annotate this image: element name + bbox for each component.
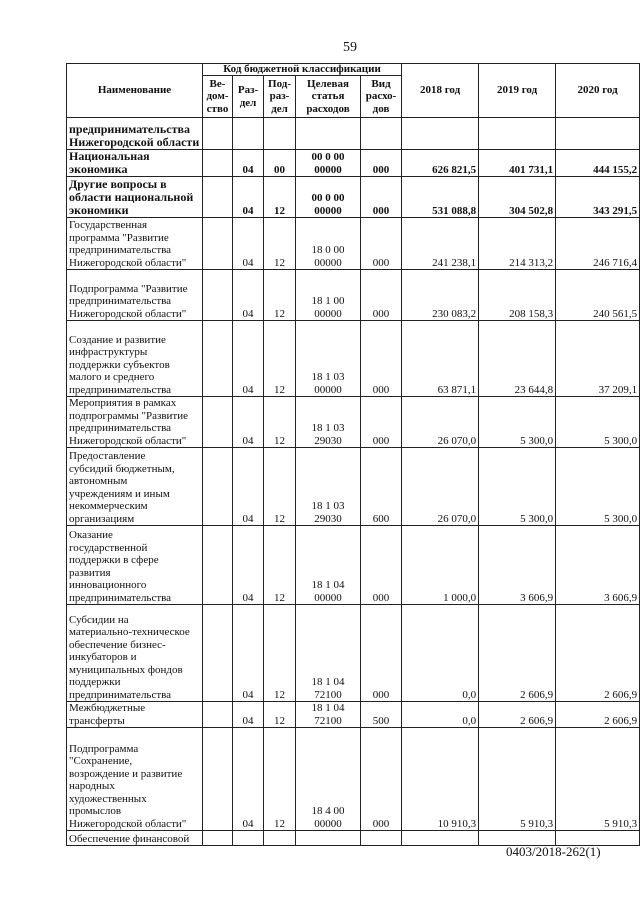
cell-vedomstvo [203,605,233,702]
cell-y2018 [402,118,479,150]
cell-vid: 000 [361,728,402,831]
cell-y2018: 26 070,0 [402,448,479,526]
cell-razdel: 04 [233,605,264,702]
cell-y2020: 246 716,4 [556,218,640,270]
cell-y2020: 5 300,0 [556,448,640,526]
cell-target [296,831,361,846]
cell-y2019 [479,118,556,150]
cell-y2018: 626 821,5 [402,150,479,177]
cell-y2020: 343 291,5 [556,177,640,218]
cell-podrazdel: 12 [264,702,296,728]
cell-target: 00 0 00 00000 [296,150,361,177]
cell-name: Подпрограмма "Развитие предпринимательства Нижегородской области" [67,270,203,321]
cell-vid [361,831,402,846]
cell-y2019: 3 606,9 [479,526,556,605]
cell-podrazdel [264,831,296,846]
cell-razdel: 04 [233,397,264,448]
cell-target: 18 1 03 29030 [296,397,361,448]
table-row [67,448,640,526]
cell-podrazdel: 12 [264,448,296,526]
cell-podrazdel: 12 [264,218,296,270]
cell-y2019: 5 910,3 [479,728,556,831]
cell-y2020: 5 910,3 [556,728,640,831]
cell-podrazdel: 12 [264,728,296,831]
cell-y2020: 37 209,1 [556,321,640,397]
cell-razdel [233,831,264,846]
cell-razdel: 04 [233,702,264,728]
cell-vid: 000 [361,526,402,605]
page-number: 59 [343,40,357,55]
cell-vid [361,118,402,150]
cell-target: 18 1 03 29030 [296,448,361,526]
cell-vedomstvo [203,526,233,605]
cell-y2018: 63 871,1 [402,321,479,397]
table-row [67,218,640,270]
cell-y2020: 444 155,2 [556,150,640,177]
cell-vedomstvo [203,150,233,177]
cell-target: 00 0 00 00000 [296,177,361,218]
cell-name: Межбюджетные трансферты [67,702,203,728]
cell-vid: 000 [361,177,402,218]
cell-vedomstvo [203,218,233,270]
cell-razdel: 04 [233,526,264,605]
cell-y2019: 23 644,8 [479,321,556,397]
table-row [67,150,640,177]
cell-y2019: 5 300,0 [479,397,556,448]
cell-name: Другие вопросы в области национальной экономики [67,177,203,218]
table-row [67,177,640,218]
cell-y2019: 5 300,0 [479,448,556,526]
cell-razdel: 04 [233,177,264,218]
cell-razdel: 04 [233,270,264,321]
cell-y2018: 230 083,2 [402,270,479,321]
cell-vedomstvo [203,448,233,526]
cell-vedomstvo [203,321,233,397]
cell-vid: 000 [361,218,402,270]
cell-name: предпринимательства Нижегородской области [67,118,203,150]
cell-target: 18 4 00 00000 [296,728,361,831]
cell-vid: 000 [361,321,402,397]
cell-name: Субсидии на материально-техническое обеспечение бизнес- инкубаторов и муниципальных фондов поддержки предпринимательства [67,605,203,702]
cell-y2018: 26 070,0 [402,397,479,448]
header-year-2018: 2018 год [402,64,479,118]
cell-target: 18 1 04 72100 [296,605,361,702]
table-row [67,397,640,448]
cell-podrazdel: 12 [264,177,296,218]
header-year-2019: 2019 год [479,64,556,118]
cell-y2018 [402,831,479,846]
cell-target [296,118,361,150]
cell-target: 18 1 04 72100 [296,702,361,728]
cell-name: Предоставление субсидий бюджетным, автономным учреждениям и иным некоммерческим организациям [67,448,203,526]
cell-razdel: 04 [233,448,264,526]
cell-y2019: 2 606,9 [479,605,556,702]
header-vedomstvo: Ве- дом- ство [203,76,233,118]
cell-vid: 000 [361,605,402,702]
cell-name: Национальная экономика [67,150,203,177]
table-row [67,728,640,831]
header-expense-type: Вид расхо- дов [361,76,402,118]
cell-podrazdel: 12 [264,270,296,321]
cell-y2018: 531 088,8 [402,177,479,218]
cell-podrazdel: 00 [264,150,296,177]
cell-podrazdel [264,118,296,150]
cell-vedomstvo [203,728,233,831]
cell-podrazdel: 12 [264,526,296,605]
cell-vedomstvo [203,270,233,321]
cell-vid: 000 [361,150,402,177]
cell-y2020: 3 606,9 [556,526,640,605]
cell-podrazdel: 12 [264,605,296,702]
cell-y2020: 240 561,5 [556,270,640,321]
budget-table [66,63,640,846]
cell-razdel: 04 [233,150,264,177]
cell-target: 18 1 03 00000 [296,321,361,397]
cell-y2018: 0,0 [402,605,479,702]
header-podrazdel: Под- раз- дел [264,76,296,118]
header-razdel: Раз- дел [233,76,264,118]
cell-y2018: 10 910,3 [402,728,479,831]
cell-vid: 500 [361,702,402,728]
cell-target: 18 1 04 00000 [296,526,361,605]
document-code: 0403/2018-262(1) [506,844,601,859]
cell-podrazdel: 12 [264,397,296,448]
table-row [67,270,640,321]
cell-y2018: 1 000,0 [402,526,479,605]
cell-vid: 600 [361,448,402,526]
cell-razdel: 04 [233,218,264,270]
cell-y2019: 208 158,3 [479,270,556,321]
cell-razdel: 04 [233,321,264,397]
cell-vid: 000 [361,397,402,448]
cell-y2019: 2 606,9 [479,702,556,728]
cell-razdel: 04 [233,728,264,831]
header-year-2020: 2020 год [556,64,640,118]
cell-y2018: 0,0 [402,702,479,728]
cell-y2020: 2 606,9 [556,702,640,728]
cell-podrazdel: 12 [264,321,296,397]
cell-target: 18 0 00 00000 [296,218,361,270]
cell-name: Создание и развитие инфраструктуры поддержки субъектов малого и среднего предпринимательства [67,321,203,397]
cell-name: Оказание государственной поддержки в сфере развития инновационного предпринимательства [67,526,203,605]
cell-y2019: 214 313,2 [479,218,556,270]
cell-vedomstvo [203,177,233,218]
cell-name: Подпрограмма "Сохранение, возрождение и развитие народных художественных промыслов Нижегородской области" [67,728,203,831]
table-row [67,526,640,605]
cell-name: Обеспечение финансовой [67,831,203,846]
cell-name: Государственная программа "Развитие предпринимательства Нижегородской области" [67,218,203,270]
cell-vedomstvo [203,831,233,846]
cell-vid: 000 [361,270,402,321]
cell-y2019: 304 502,8 [479,177,556,218]
cell-vedomstvo [203,118,233,150]
cell-name: Мероприятия в рамках подпрограммы "Развитие предпринимательства Нижегородской области" [67,397,203,448]
table-row [67,118,640,150]
table-row [67,605,640,702]
header-name: Наименование [67,64,203,118]
table-row [67,321,640,397]
cell-vedomstvo [203,397,233,448]
cell-razdel [233,118,264,150]
cell-y2019: 401 731,1 [479,150,556,177]
cell-vedomstvo [203,702,233,728]
cell-y2018: 241 238,1 [402,218,479,270]
header-budget-code-group: Код бюджетной классификации [203,64,402,76]
cell-y2020 [556,118,640,150]
cell-y2020: 5 300,0 [556,397,640,448]
table-row [67,702,640,728]
cell-target: 18 1 00 00000 [296,270,361,321]
header-target-article: Целевая статья расходов [296,76,361,118]
cell-y2020: 2 606,9 [556,605,640,702]
